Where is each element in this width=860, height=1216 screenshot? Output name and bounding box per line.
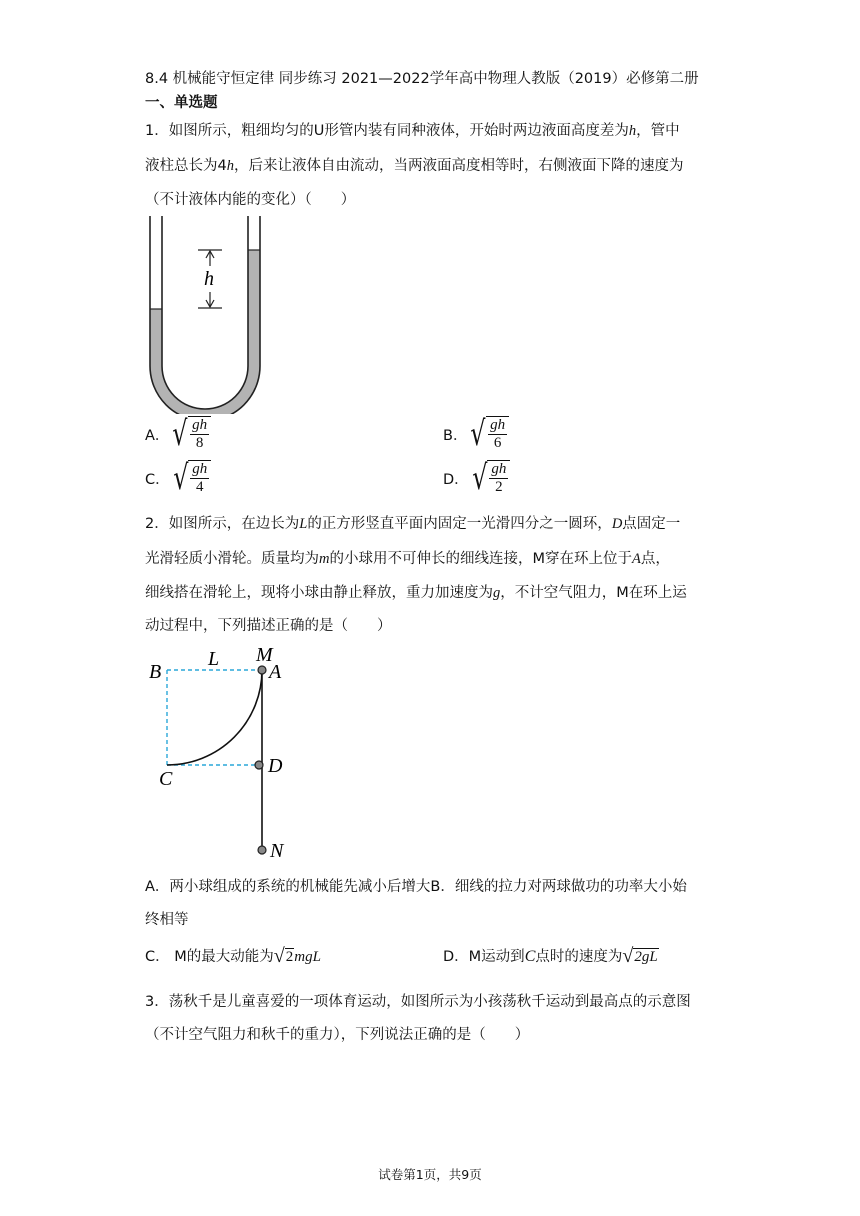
q2-option-c: C． M的最大动能为 √ 2 mgL xyxy=(145,945,321,967)
u-tube-figure xyxy=(140,214,270,414)
label-m: M xyxy=(256,644,273,666)
q1-option-d: D． √ $\frac{gh}{2}$ xyxy=(443,460,510,496)
label-n: N xyxy=(270,840,284,862)
h-label: h xyxy=(204,268,214,290)
section-heading: 一、单选题 xyxy=(145,95,218,111)
q2-option-ab-line-1: A．两小球组成的系统的机械能先减小后增大B．细线的拉力对两球做功的功率大小始 xyxy=(145,879,687,895)
ring-pulley-figure xyxy=(140,640,300,865)
label-d: D xyxy=(268,755,283,777)
q3-line-2: （不计空气阻力和秋千的重力），下列说法正确的是（ ） xyxy=(145,1027,530,1043)
q1-option-b: B． √ $\frac{gh}{6}$ xyxy=(443,416,509,452)
label-a: A xyxy=(269,661,282,683)
label-b: B xyxy=(149,661,162,683)
q1-line-1: 1．如图所示，粗细均匀的U形管内装有同种液体，开始时两边液面高度差为h，管中 xyxy=(145,123,680,139)
q2-line-3: 细线搭在滑轮上，现将小球由静止释放，重力加速度为g，不计空气阻力，M在环上运 xyxy=(145,585,687,601)
q1-line-2: 液柱总长为4h，后来让液体自由流动，当两液面高度相等时，右侧液面下降的速度为 xyxy=(145,158,684,174)
page-title: 8.4 机械能守恒定律 同步练习 2021—2022学年高中物理人教版（2019）必修第二册 xyxy=(145,71,699,87)
q2-line-4: 动过程中，下列描述正确的是（ ） xyxy=(145,618,392,634)
q2-line-2: 光滑轻质小滑轮。质量均为m的小球用不可伸长的细线连接，M穿在环上位于A点， xyxy=(145,551,670,567)
q1-option-c: C． √ $\frac{gh}{4}$ xyxy=(145,460,211,496)
q1-option-a: A． √ $\frac{gh}{8}$ xyxy=(145,416,211,452)
label-l: L xyxy=(208,648,220,670)
page-footer: 试卷第1页，共9页 xyxy=(378,1167,482,1182)
q3-line-1: 3．荡秋千是儿童喜爱的一项体育运动，如图所示为小孩荡秋千运动到最高点的示意图 xyxy=(145,994,691,1010)
q2-option-b-line-2: 终相等 xyxy=(145,912,189,928)
q2-line-1: 2．如图所示，在边长为L的正方形竖直平面内固定一光滑四分之一圆环，D点固定一 xyxy=(145,516,681,532)
q2-option-d: D．M运动到 C 点时的速度为 √ 2gL xyxy=(443,945,658,967)
q1-line-3: （不计液体内能的变化）（ ） xyxy=(145,192,356,208)
label-c: C xyxy=(159,768,173,790)
